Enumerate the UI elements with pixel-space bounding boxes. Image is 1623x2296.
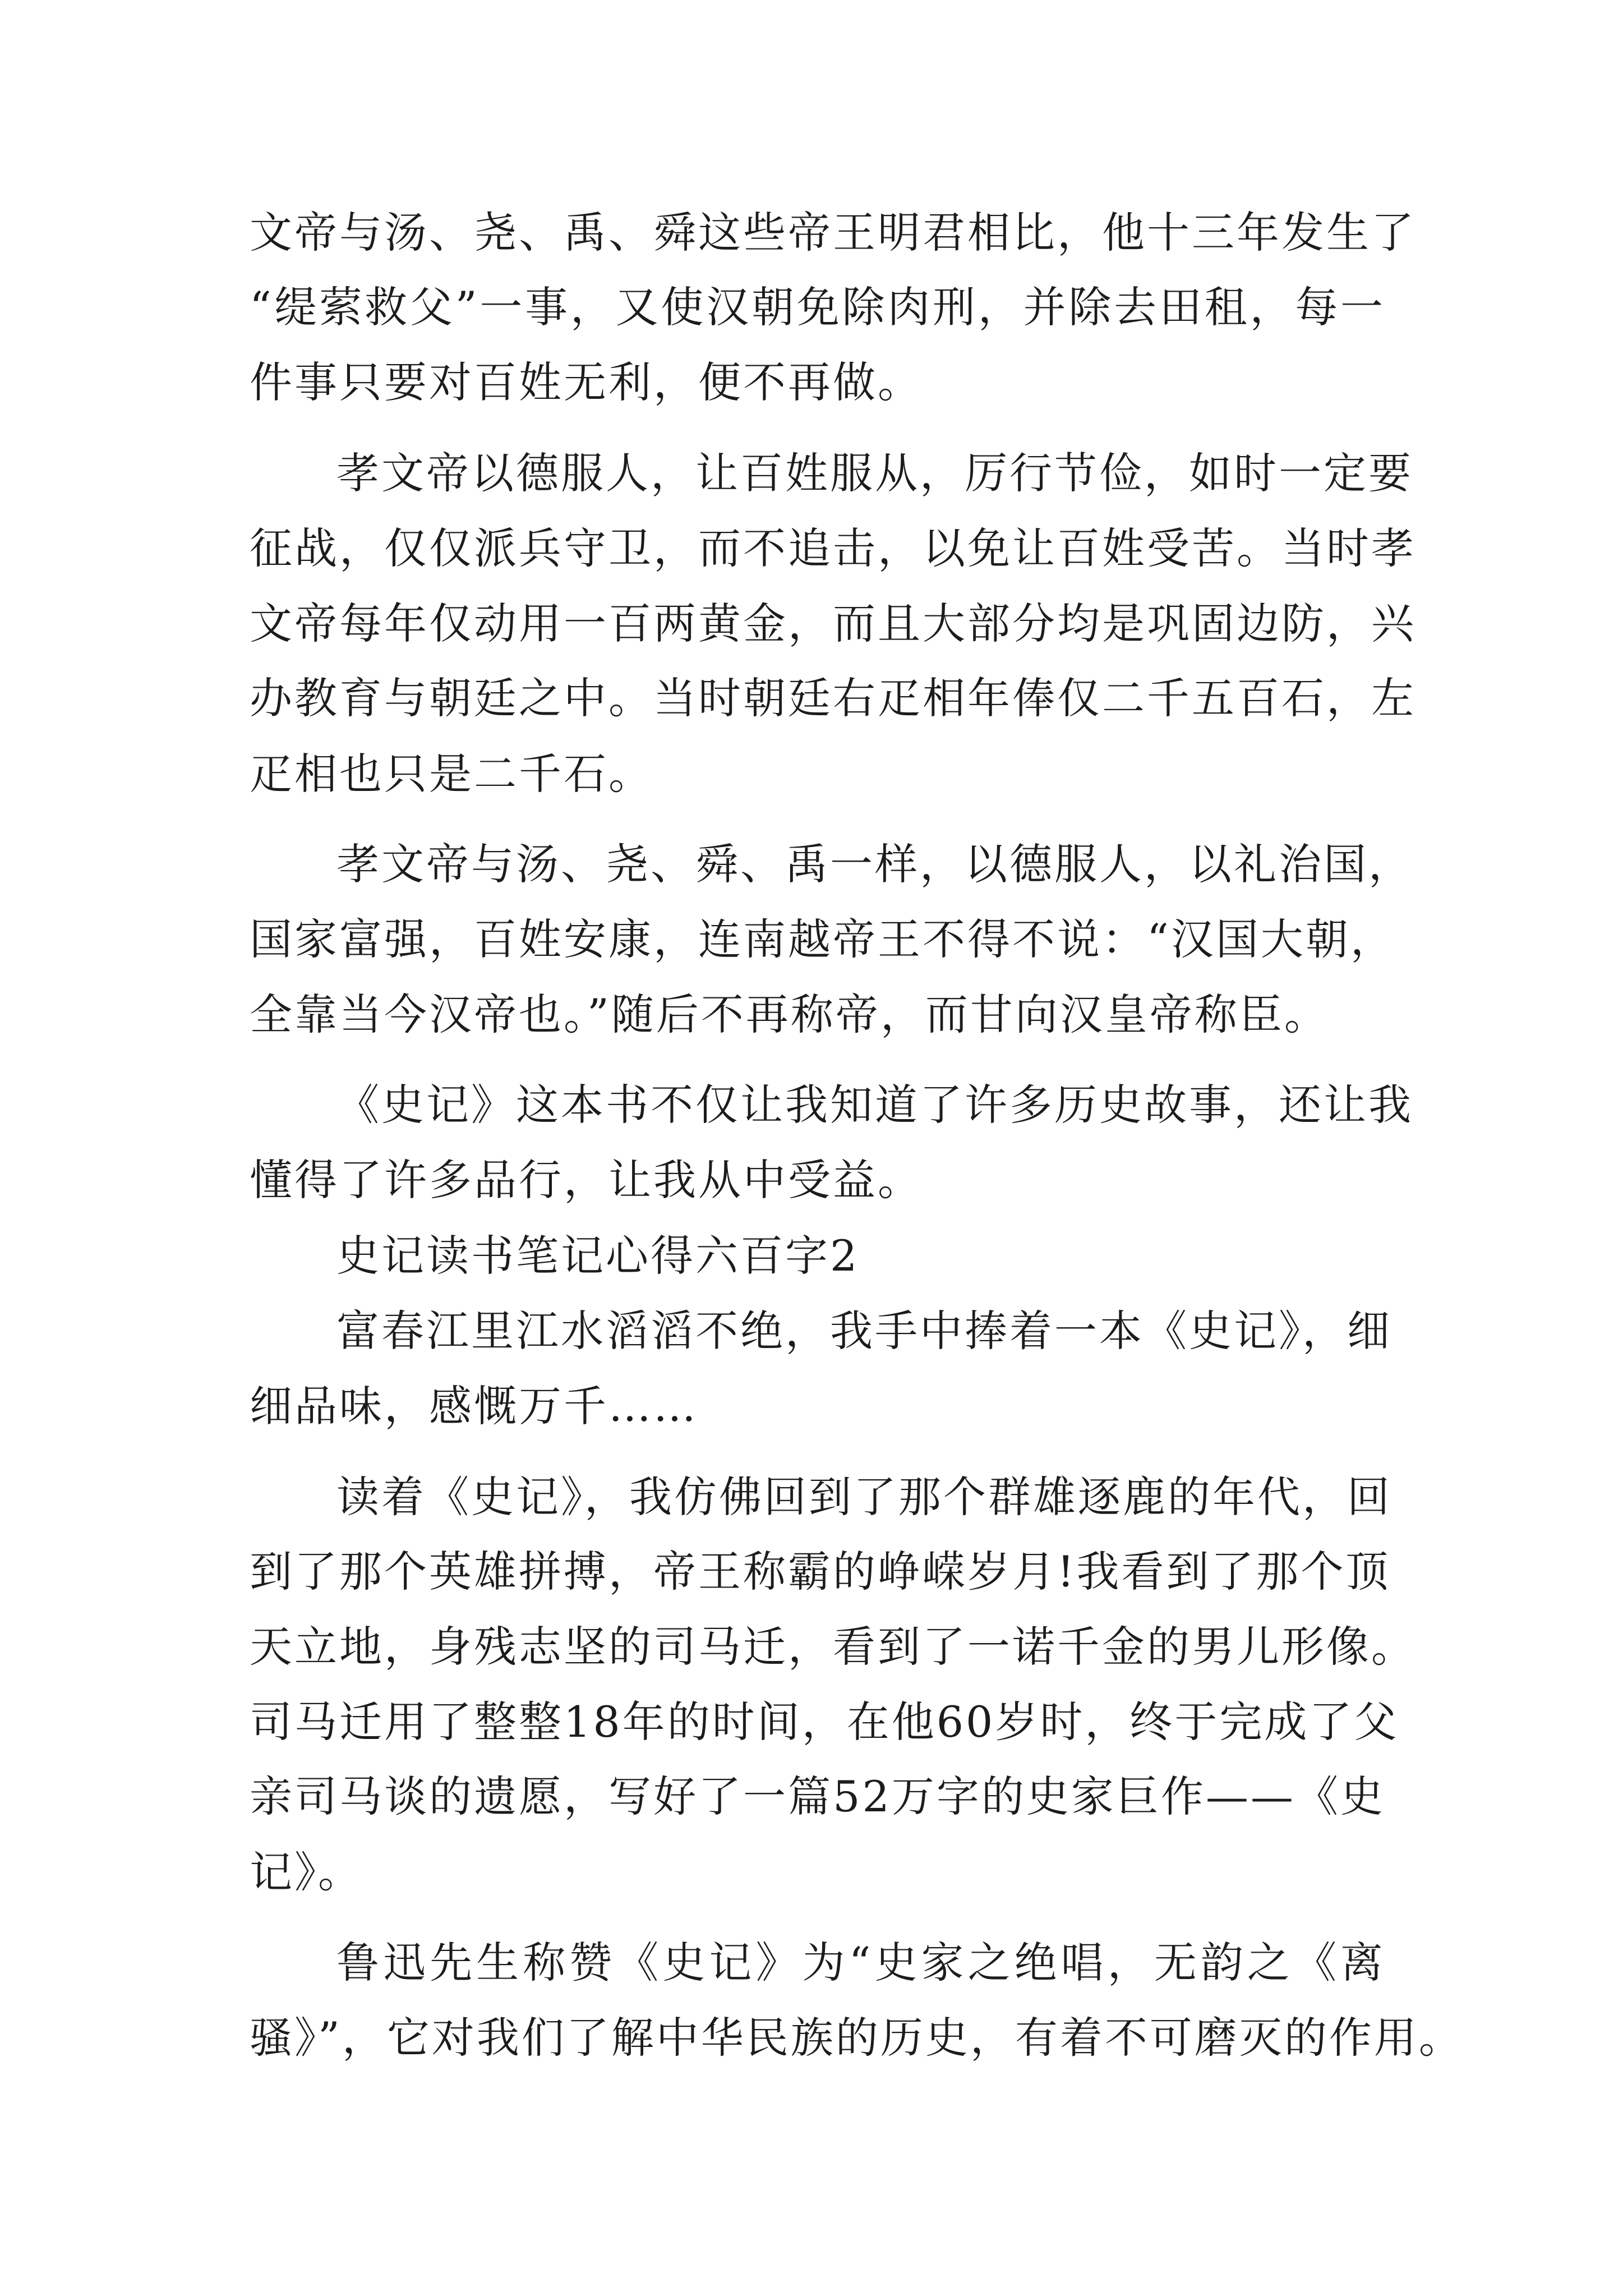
text-line: 懂得了许多品行，让我从中受益。	[250, 1155, 923, 1205]
text-line: 骚》”，它对我们了解中华民族的历史，有着不可磨灭的作用。	[250, 2013, 1464, 2063]
text-line: 鲁迅先生称赞《史记》为“史家之绝唱，无韵之《离	[336, 1938, 1385, 1987]
text-line: 疋相也只是二千石。	[250, 749, 653, 799]
text-line: 征战，仅仅派兵守卫，而不追击，以免让百姓受苦。当时孝	[250, 523, 1416, 573]
section-heading: 史记读书笔记心得六百字2	[336, 1231, 860, 1281]
text-line: 亲司马谈的遗愿，写好了一篇52万字的史家巨作——《史	[250, 1772, 1385, 1821]
text-line: 孝文帝与汤、尧、舜、禹一样，以德服人，以礼治国，	[336, 839, 1413, 889]
text-line: 细品味，感慨万千……	[250, 1381, 698, 1431]
text-line: 办教育与朝廷之中。当时朝廷右疋相年俸仅二千五百石，左	[250, 673, 1416, 723]
text-line: 全靠当今汉帝也。”随后不再称帝，而甘向汉皇帝称臣。	[250, 990, 1329, 1039]
text-line: “缇萦救父”一事，又使汉朝免除肉刑，并除去田租，每一	[250, 282, 1385, 332]
text-line: 文帝与汤、尧、禹、舜这些帝王明君相比，他十三年发生了	[250, 208, 1416, 257]
text-line: 孝文帝以德服人，让百姓服从，厉行节俭，如时一定要	[336, 448, 1413, 498]
text-line: 读着《史记》，我仿佛回到了那个群雄逐鹿的年代，回	[336, 1472, 1392, 1522]
text-line: 国家富强，百姓安康，连南越帝王不得不说：“汉国大朝，	[250, 914, 1395, 964]
text-line: 记》。	[250, 1847, 363, 1897]
text-line: 司马迁用了整整18年的时间，在他60岁时，终于完成了父	[250, 1697, 1399, 1747]
text-line: 《史记》这本书不仅让我知道了许多历史故事，还让我	[336, 1080, 1413, 1130]
text-line: 文帝每年仅动用一百两黄金，而且大部分均是巩固边防，兴	[250, 599, 1416, 648]
text-line: 富春江里江水滔滔不绝，我手中捧着一本《史记》，细	[336, 1306, 1392, 1356]
text-line: 件事只要对百姓无利，便不再做。	[250, 357, 923, 407]
text-line: 天立地，身残志坚的司马迁，看到了一诺千金的男儿形像。	[250, 1622, 1416, 1672]
text-line: 到了那个英雄拼搏，帝王称霸的峥嵘岁月!我看到了那个顶	[250, 1547, 1391, 1596]
